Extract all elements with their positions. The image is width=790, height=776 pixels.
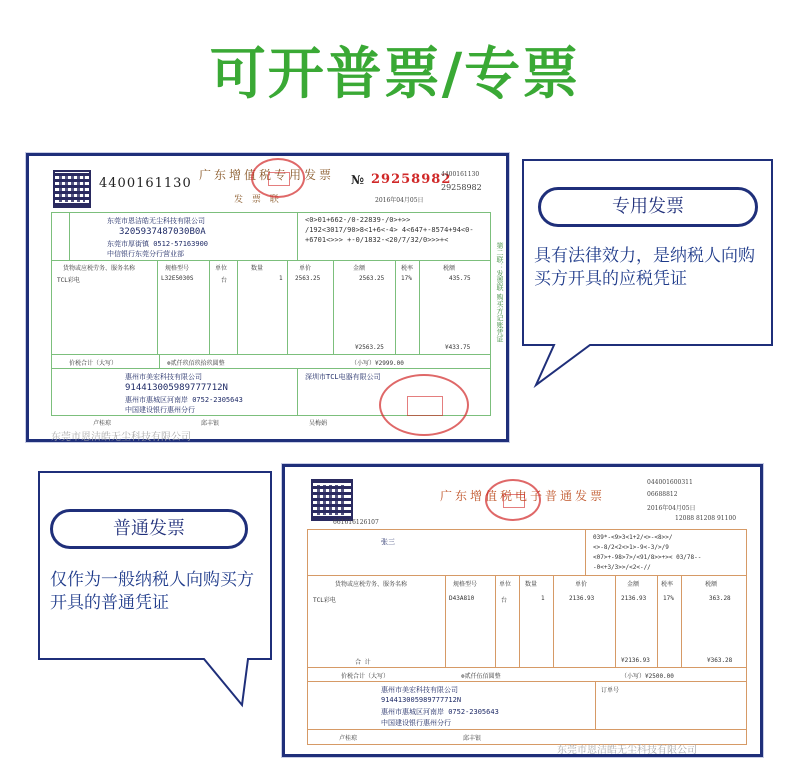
col-rate-header: 税率 [661, 581, 674, 588]
payee: 卢桂琼 [93, 420, 112, 427]
item-qty: 1 [279, 275, 283, 282]
total-amount: ¥2136.93 [621, 657, 650, 664]
bottom-watermark: 东莞市恩洁皓无尘科技有限公司 [557, 745, 697, 756]
col-qty-header: 数量 [251, 265, 264, 272]
total-tax: ¥363.28 [707, 657, 733, 664]
item-unit: 台 [221, 277, 228, 284]
reviewer: 邱丰银 [201, 420, 220, 427]
invoice-sub-title: 发 票 联 [234, 195, 282, 205]
invoice-no-symbol: № [351, 173, 365, 187]
seller-name: 惠州市美宏科技有限公司 [125, 373, 202, 381]
qr-code-icon [53, 170, 91, 208]
special-invoice-image [26, 153, 509, 442]
order-label: 订单号 [601, 687, 620, 694]
special-invoice-description: 具有法律效力，是纳税人向购买方开具的应税凭证 [534, 246, 755, 289]
total-lower: （小写）¥2999.00 [351, 360, 404, 367]
seller-address: 惠州市惠城区河南岸 0752-2305643 [125, 396, 243, 404]
total-upper: ⊗贰仟玖佰玖拾玖圆整 [167, 360, 225, 367]
total-label: 价税合计（大写） [341, 673, 390, 680]
qr-code-icon [311, 479, 353, 521]
item-price: 2563.25 [295, 275, 321, 282]
item-unit: 台 [501, 597, 508, 604]
item-amount: 2563.25 [359, 275, 385, 282]
side-label: 第二联：发票联 购买方记账凭证 [496, 242, 504, 343]
item-qty: 1 [541, 595, 545, 602]
item-tax: 435.75 [449, 275, 471, 282]
drawer: 吴梅娟 [309, 420, 328, 427]
cipher-text: 039*-<9>3<1+2/<>-<8>>/ <>-8/2<2<>1>-9<-3/>/9 <07>+-98>7>/<91/8>>+>< 03/78---0<+3/3>>/<2<-// [593, 534, 702, 571]
buyer-bank: 中信银行东莞分行营业部 [107, 250, 184, 258]
page-headline: 可开普票/专票 [209, 42, 581, 107]
general-invoice-callout [36, 469, 274, 709]
special-invoice-callout [520, 157, 775, 389]
col-tax-header: 税额 [443, 265, 456, 272]
invoice-date: 2016年04月05日 [647, 505, 696, 512]
item-rate: 17% [401, 275, 412, 282]
buyer-tax-id: 3205937487030B0A [119, 227, 206, 237]
invoice-side-no: 29258982 [441, 183, 482, 192]
col-price-header: 单价 [299, 265, 312, 272]
invoice-title: 广东增值税电子普通发票 [440, 489, 606, 503]
invoice-title: 广东增值税专用发票 [199, 168, 335, 182]
total-label: 价税合计（大写） [69, 360, 118, 367]
general-invoice-title: 普通发票 [50, 509, 248, 549]
tax-seal-stamp [251, 158, 305, 198]
item-rate: 17% [663, 595, 674, 602]
col-goods-header: 货物或应税劳务、服务名称 [335, 581, 408, 588]
invoice-date: 2016年04月05日 [375, 197, 424, 204]
payee: 卢桂琼 [339, 735, 358, 742]
seller-bank: 中国建设银行惠州分行 [125, 406, 195, 414]
col-goods-header: 货物或应税劳务、服务名称 [63, 265, 136, 272]
seller-tax-id: 914413005989777712N [381, 696, 462, 704]
remark: 深圳市TCL电器有限公司 [305, 373, 381, 381]
buyer-name: 张三 [381, 538, 395, 546]
total-lower: （小写）¥2500.00 [621, 673, 674, 680]
col-spec-header: 规格型号 [165, 265, 190, 272]
item-name: TCL彩电 [313, 597, 336, 604]
item-price: 2136.93 [569, 595, 595, 602]
item-amount: 2136.93 [621, 595, 647, 602]
tax-seal-stamp [485, 479, 541, 521]
general-invoice-image [282, 464, 763, 757]
item-tax: 363.28 [709, 595, 731, 602]
col-rate-header: 税率 [401, 265, 414, 272]
seller-name: 惠州市美宏科技有限公司 [381, 686, 458, 694]
col-amount-header: 金额 [627, 581, 640, 588]
invoice-side-code: 4400161130 [441, 171, 480, 178]
item-spec: L32E5030S [161, 275, 194, 282]
seller-bank: 中国建设银行惠州分行 [381, 719, 451, 727]
invoice-number: 29258982 [371, 172, 452, 187]
invoice-code: 4400161130 [99, 176, 192, 191]
machine-no: 661616126107 [333, 519, 379, 526]
item-spec: D43A810 [449, 595, 475, 602]
seller-address: 惠州市惠城区河南岸 0752-2305643 [381, 708, 499, 716]
check-code: 12088 81208 91100 [675, 515, 737, 522]
col-amount-header: 金额 [353, 265, 366, 272]
col-tax-header: 税额 [705, 581, 718, 588]
col-unit-header: 单位 [215, 265, 228, 272]
total-upper: ⊗贰仟伍佰圆整 [461, 673, 501, 680]
top-watermark: 东莞市恩洁皓无尘科技有限公司 [51, 432, 191, 443]
col-qty-header: 数量 [525, 581, 538, 588]
special-invoice-title: 专用发票 [538, 187, 758, 227]
invoice-code: 044001600311 [647, 479, 693, 486]
col-spec-header: 规格型号 [453, 581, 478, 588]
item-name: TCL彩电 [57, 277, 80, 284]
reviewer: 邱丰银 [463, 735, 482, 742]
cipher-text: <0>01+662-/0-22839-/0>+>> /192<3017/90>8<1+6<-4> 4<647+-8574+94<0-+6701<>>> +-0/1832-<20/7/32/0>>>+< [305, 216, 474, 244]
col-unit-header: 单位 [499, 581, 512, 588]
seller-seal-stamp [379, 374, 469, 436]
sum-label: 合 计 [355, 659, 371, 666]
general-invoice-description: 仅作为一般纳税人向购买方开具的普通凭证 [50, 570, 254, 613]
col-price-header: 单价 [575, 581, 588, 588]
total-amount: ¥2563.25 [355, 344, 384, 351]
seller-tax-id: 914413005989777712N [125, 383, 228, 393]
total-tax: ¥433.75 [445, 344, 471, 351]
buyer-address: 东莞市厚街镇 0512-57163900 [107, 240, 209, 248]
buyer-name: 东莞市恩洁皓无尘科技有限公司 [107, 217, 205, 225]
invoice-number: 06688812 [647, 491, 678, 498]
